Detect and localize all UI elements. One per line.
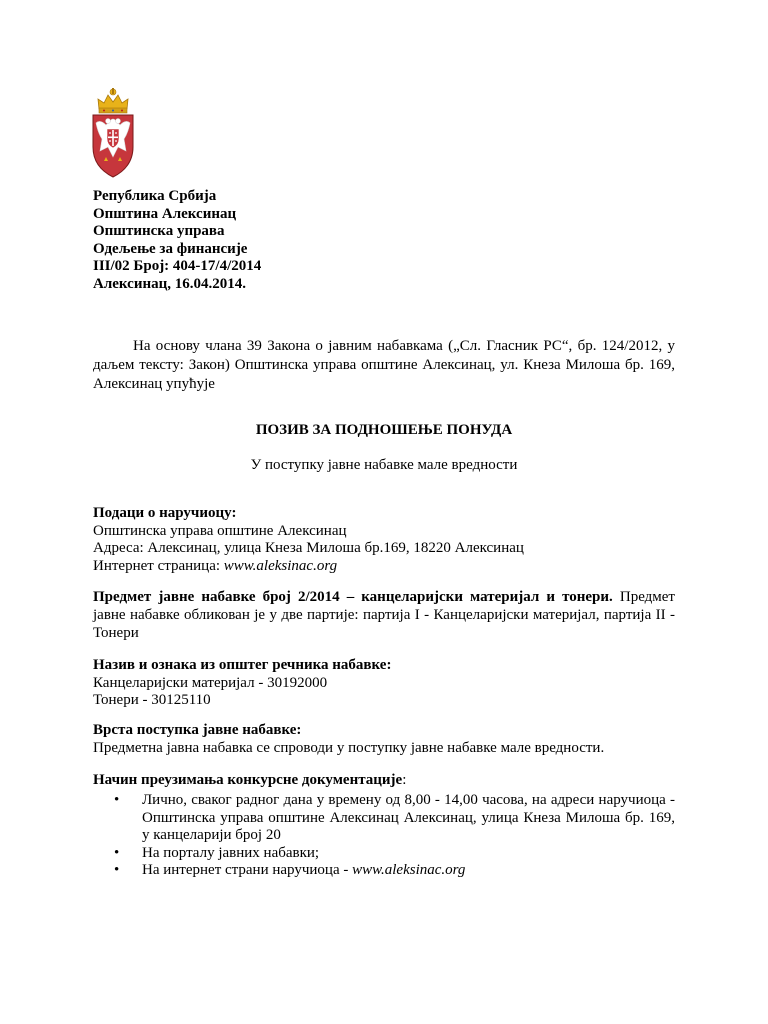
bullet-icon: • <box>114 844 120 861</box>
download-heading-line <box>93 772 675 790</box>
download-method-website-label: На интернет страни наручиоца - <box>142 862 353 878</box>
bullet-icon: • <box>114 862 120 878</box>
list-item <box>93 845 675 863</box>
document-title: ПОЗИВ ЗА ПОДНОШЕЊЕ ПОНУДА <box>255 422 513 438</box>
vocabulary-heading: Назив и ознака из општег речника набавке: <box>93 657 392 673</box>
subject-section <box>93 588 675 642</box>
procedure-text: Предметна јавна набавка се спроводи у поступку јавне набавке мале вредности. <box>93 739 605 756</box>
buyer-website-link[interactable]: www.aleksinac.org <box>223 557 338 574</box>
vocabulary-item-office-supplies: Канцеларијски материјал - 30192000 <box>93 674 328 691</box>
download-section <box>93 772 675 790</box>
download-method-website-link[interactable]: www.aleksinac.org <box>352 862 466 878</box>
procedure-heading: Врста поступка јавне набавке: <box>93 722 302 738</box>
coat-of-arms-emblem <box>90 87 136 179</box>
header-administration: Општинска управа <box>93 223 225 239</box>
buyer-name: Општинска управа општине Алексинац <box>93 522 347 539</box>
buyer-address: Адреса: Алексинац, улица Кнеза Милоша бр.169, 18220 Алексинац <box>93 540 524 556</box>
download-heading: Начин преузимања конкурсне документације <box>93 772 403 788</box>
download-method-portal: На порталу јавних набавки; <box>142 844 320 861</box>
subject-heading: Предмет јавне набавке број 2/2014 – канцеларијски материјал и тонери. <box>93 589 613 605</box>
list-item <box>93 862 675 880</box>
header-country: Република Србија <box>93 188 217 204</box>
buyer-website-label: Интернет страница: <box>93 557 224 574</box>
sender-header <box>93 188 593 293</box>
crown-icon <box>98 88 128 113</box>
procedure-section <box>93 722 675 757</box>
intro-paragraph: На основу члана 39 Закона о јавним набавкама („Сл. Гласник РС“, бр. 124/2012, у даљем тексту: Закон) Општинска управа општине Алексинац, ул. Кнеза Милоша бр. 169, Алексинац упућује <box>93 338 675 392</box>
header-place-date: Алексинац, 16.04.2014. <box>93 275 247 292</box>
buyer-website-line <box>93 558 675 576</box>
buyer-section <box>93 505 675 575</box>
bullet-icon: • <box>114 792 120 808</box>
list-item <box>93 792 675 845</box>
download-heading-colon: : <box>402 772 407 788</box>
document-subtitle: У поступку јавне набавке мале вредности <box>250 457 518 473</box>
vocabulary-item-toners: Тонери - 30125110 <box>93 692 211 708</box>
header-department: Одељење за финансије <box>93 240 248 257</box>
subject-text: Предмет јавне набавке обликован је у две партије: партија I - Канцеларијски материјал, партија II - Тонери <box>93 589 675 641</box>
vocabulary-section <box>93 657 675 710</box>
download-methods-list <box>93 792 675 880</box>
header-municipality: Општина Алексинац <box>93 205 237 222</box>
download-method-in-person: Лично, сваког радног дана у времену од 8,00 - 14,00 часова, на адреси наручиоца - Општинска управа општине Алексинац Алексинац, улица Кнеза Милоша бр. 169, у канцеларији број 20 <box>142 792 675 843</box>
buyer-heading: Подаци о наручиоцу: <box>93 505 237 521</box>
header-reference-number: III/02 Број: 404-17/4/2014 <box>93 258 262 274</box>
